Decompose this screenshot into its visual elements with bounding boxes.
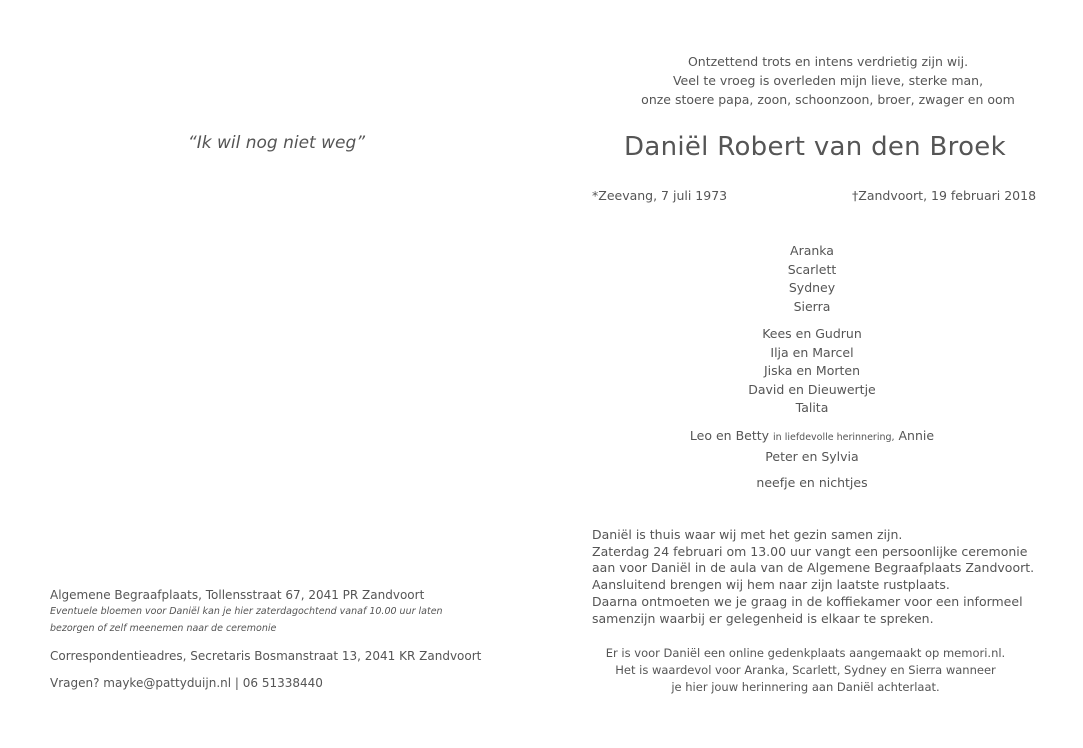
online-line: je hier jouw herinnering aan Daniël achterlaat. (671, 680, 940, 694)
flowers-note-line-1: Eventuele bloemen voor Daniël kan je hier zaterdagochtend vanaf 10.00 uur laten (50, 606, 443, 617)
quote: “Ik wil nog niet weg” (187, 133, 366, 153)
parent-name: Annie (894, 428, 935, 443)
online-memorial-text (588, 645, 1023, 696)
family-member: Peter en Sylvia (765, 448, 859, 464)
birth-info: *Zeevang, 7 juli 1973 (592, 188, 728, 203)
family-member: Talita (795, 400, 829, 415)
intro-line: Ontzettend trots en intens verdrietig zijn wij. (687, 54, 969, 69)
family-member: Aranka (790, 243, 834, 258)
ceremony-line: Zaterdag 24 februari om 13.00 uur vangt een persoonlijke ceremonie (592, 543, 1028, 559)
ceremony-line: Daarna ontmoeten we je graag in de koffiekamer voor een informeel (592, 593, 1023, 609)
parents-names: Leo en Betty (689, 428, 774, 443)
deceased-name: Daniël Robert van den Broek (624, 132, 1006, 162)
family-group-siblings (612, 325, 1012, 418)
contact-questions: Vragen? mayke@pattyduijn.nl | 06 51338440 (50, 676, 323, 690)
death-info: †Zandvoort, 19 februari 2018 (852, 188, 1037, 203)
ceremony-line: Aansluitend brengen wij hem naar zijn laatste rustplaats. (592, 577, 950, 593)
family-member (612, 427, 1012, 448)
intro-line: onze stoere papa, zoon, schoonzoon, broer, zwager en oom (641, 92, 1015, 107)
in-memory-note: in liefdevolle herinnering, (773, 432, 895, 443)
flowers-note-line-2: bezorgen of zelf meenemen naar de ceremonie (50, 623, 277, 634)
family-group-wife-children (612, 242, 1012, 316)
ceremony-line: aan voor Daniël in de aula van de Algemene Begraafplaats Zandvoort. (592, 560, 1035, 576)
family-member: Ilja en Marcel (770, 344, 854, 360)
ceremony-line: Daniël is thuis waar wij met het gezin samen zijn. (592, 527, 903, 542)
family-group-nephews: neefje en nichtjes (756, 475, 868, 490)
cemetery-address: Algemene Begraafplaats, Tollensstraat 67, 2041 PR Zandvoort (50, 588, 425, 602)
online-line: Er is voor Daniël een online gedenkplaats aangemaakt op memori.nl. (605, 646, 1006, 660)
intro-text (588, 52, 1068, 109)
ceremony-text (592, 527, 1034, 627)
family-member: Sierra (793, 298, 831, 314)
intro-line: Veel te vroeg is overleden mijn lieve, sterke man, (672, 73, 984, 88)
family-member: David en Dieuwertje (748, 381, 876, 397)
online-line: Het is waardevol voor Aranka, Scarlett, Sydney en Sierra wanneer (615, 663, 996, 677)
family-member: Jiska en Morten (764, 363, 860, 378)
practical-info (50, 588, 481, 691)
family-group-parents (612, 427, 1012, 466)
family-member: Scarlett (787, 261, 837, 277)
family-member: Kees en Gudrun (762, 326, 862, 341)
ceremony-line: samenzijn waarbij er gelegenheid is elkaar te spreken. (592, 610, 934, 626)
correspondence-address: Correspondentieadres, Secretaris Bosmanstraat 13, 2041 KR Zandvoort (50, 649, 482, 663)
family-member: Sydney (788, 280, 836, 295)
